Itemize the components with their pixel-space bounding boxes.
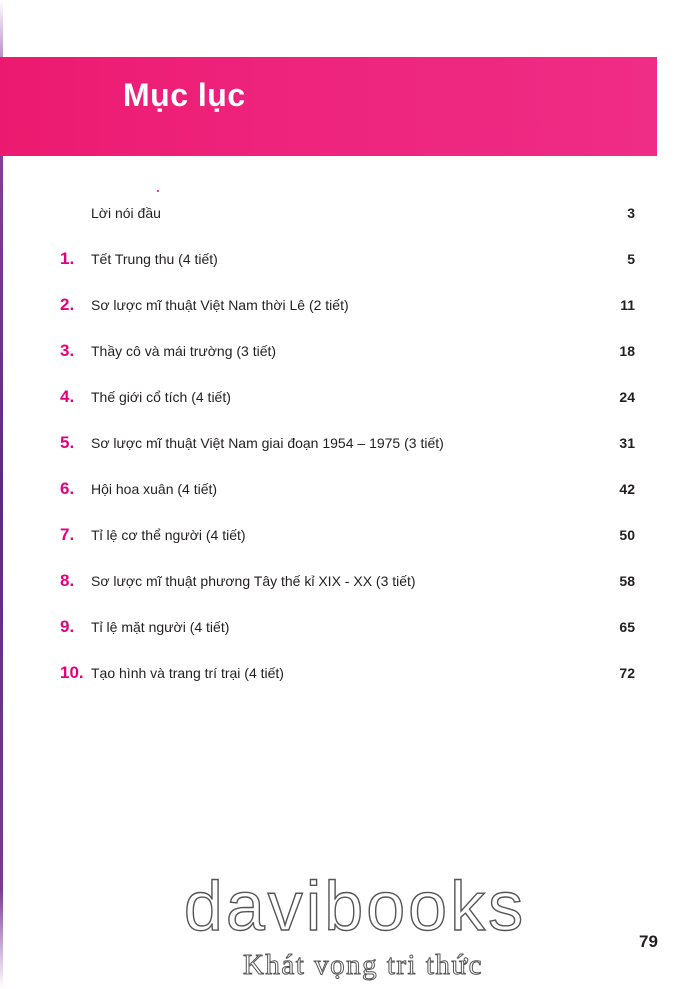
- toc-page: 58: [619, 573, 635, 589]
- toc-label: Tạo hình và trang trí trại (4 tiết): [91, 665, 284, 681]
- toc-row-10[interactable]: [60, 661, 635, 685]
- toc-label: Tết Trung thu (4 tiết): [91, 251, 218, 267]
- toc-page: 18: [619, 343, 635, 359]
- davibooks-watermark-logo: [155, 854, 555, 989]
- toc-label: Tỉ lệ cơ thể người (4 tiết): [91, 527, 246, 543]
- toc-number: 9.: [60, 617, 75, 636]
- toc-number: 5.: [60, 433, 75, 452]
- watermark-tagline: Khát vọng tri thức: [242, 949, 484, 981]
- toc-row-3[interactable]: [60, 339, 635, 363]
- toc-label: Sơ lược mĩ thuật Việt Nam giai đoạn 1954 – 1975 (3 tiết): [91, 435, 444, 451]
- toc-page: 5: [627, 251, 635, 267]
- page-title: Mục lục: [123, 77, 246, 113]
- toc-row-6[interactable]: [60, 477, 635, 501]
- watermark-brand: davibooks: [183, 867, 527, 945]
- toc-row-8[interactable]: [60, 569, 635, 593]
- toc-page: 11: [620, 297, 635, 313]
- toc-page: 31: [619, 435, 635, 451]
- toc-number: 6.: [60, 479, 75, 498]
- toc-number: 7.: [60, 525, 75, 544]
- toc-row-9[interactable]: [60, 615, 635, 639]
- toc-row-intro[interactable]: [60, 201, 635, 225]
- toc-label: Lời nói đầu: [91, 205, 161, 221]
- toc-page: 50: [619, 527, 635, 543]
- toc-row-2[interactable]: [60, 293, 635, 317]
- page-number: 79: [639, 932, 658, 951]
- toc-row-7[interactable]: [60, 523, 635, 547]
- toc-label: Thế giới cổ tích (4 tiết): [91, 389, 231, 405]
- toc-label: Tỉ lệ mặt người (4 tiết): [91, 619, 230, 635]
- toc-label: Hội hoa xuân (4 tiết): [91, 481, 218, 497]
- toc-number: 4.: [60, 387, 75, 406]
- toc-row-1[interactable]: [60, 247, 635, 271]
- title-band: [0, 57, 657, 156]
- toc-page: 24: [619, 389, 635, 405]
- toc-number: 8.: [60, 571, 75, 590]
- toc-number: 10.: [60, 663, 84, 682]
- toc-label: Thầy cô và mái trường (3 tiết): [91, 343, 277, 359]
- toc-page: 42: [619, 481, 635, 497]
- toc-page: 65: [619, 619, 635, 635]
- decorative-dot: [157, 190, 159, 192]
- toc-number: 2.: [60, 295, 75, 314]
- toc-row-5[interactable]: [60, 431, 635, 455]
- toc-page: 72: [619, 665, 635, 681]
- toc-number: 1.: [60, 249, 75, 268]
- toc-row-4[interactable]: [60, 385, 635, 409]
- toc-page: 3: [627, 205, 635, 221]
- toc-number: 3.: [60, 341, 75, 360]
- toc-label: Sơ lược mĩ thuật Việt Nam thời Lê (2 tiết): [91, 297, 349, 313]
- toc-label: Sơ lược mĩ thuật phương Tây thế kỉ XIX - XX (3 tiết): [91, 573, 416, 589]
